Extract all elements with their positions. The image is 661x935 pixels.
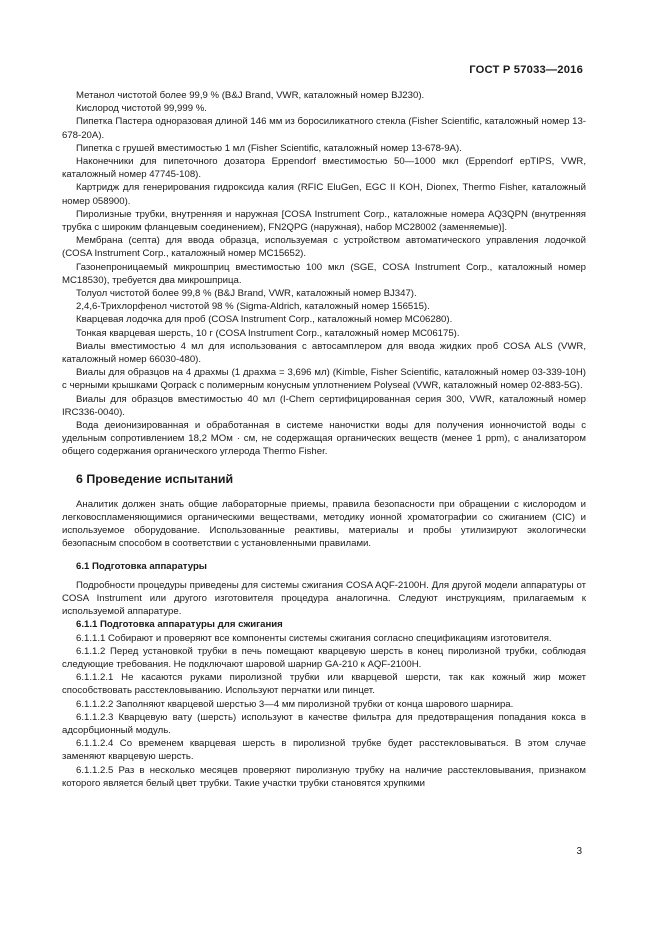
section-6-heading: 6 Проведение испытаний bbox=[76, 471, 234, 486]
clause-item: 6.1.1.2.1 Не касаются руками пиролизной трубки или кварцевой шерсти, так как кожный жир может способствовать расстекловыванию. Используют перчатки или пинцет. bbox=[62, 672, 586, 697]
clause-item: 6.1.1.2.2 Заполняют кварцевой шерстью 3—4 мм пиролизной трубки от конца шарового шарнира. bbox=[76, 698, 514, 710]
page-content bbox=[62, 89, 586, 790]
clause-item: 6.1.1.1 Собирают и проверяют все компоненты системы сжигания согласно спецификациям изготовителя. bbox=[76, 632, 552, 644]
paragraph: Наконечники для пипеточного дозатора Eppendorf вместимостью 50—1000 мкл (Eppendorf epTIPS, VWR, каталожный номер 47745-108). bbox=[62, 156, 586, 181]
subsection-6-1-heading: 6.1 Подготовка аппаратуры bbox=[76, 560, 208, 572]
clause-item: 6.1.1.2.5 Раз в несколько месяцев проверяют пиролизную трубку на наличие расстекловывания, признаком которого является белый цвет трубки. Такие участки трубки становятся хрупкими bbox=[62, 764, 586, 789]
clause-item: 6.1.1.2.3 Кварцевую вату (шерсть) используют в качестве фильтра для предотвращения попадания кокса в адсорбционный модуль. bbox=[62, 711, 586, 736]
clause-item: 6.1.1.2 Перед установкой трубки в печь помещают кварцевую шерсть в конец пиролизной трубки, соблюдая следующие требования. Не подключают шаровой шарнир GA-210 к AQF-2100H. bbox=[62, 645, 586, 670]
paragraph: Метанол чистотой более 99,9 % (B&J Brand, VWR, каталожный номер BJ230). bbox=[76, 90, 425, 101]
paragraph: Тонкая кварцевая шерсть, 10 г (COSA Instrument Corp., каталожный номер MC06175). bbox=[76, 327, 460, 339]
paragraph: Кварцевая лодочка для проб (COSA Instrument Corp., каталожный номер MC06280). bbox=[76, 314, 453, 326]
paragraph: 2,4,6-Трихлорфенол чистотой 98 % (Sigma-Aldrich, каталожный номер 156515). bbox=[76, 301, 430, 313]
paragraph: Кислород чистотой 99,999 %. bbox=[76, 103, 207, 115]
paragraph: Пипетка Пастера одноразовая длиной 146 мм из боросиликатного стекла (Fisher Scientific, каталожный номер 13-678-20А). bbox=[62, 116, 586, 141]
paragraph: Вода деионизированная и обработанная в системе наночистки воды для получения ионночистой воды с удельным сопротивлением 18,2 МОм · см, не содержащая органических веществ (менее 1 ppm), с анализатором общего содержания органического углерода Thermo Fisher. bbox=[62, 420, 586, 458]
subsection-6-1-text: Подробности процедуры приведены для системы сжигания COSA AQF-2100H. Для другой модели аппаратуры от COSA Instrument или другого изготовителя процедура аналогична. Следуют инструкциям, прилагаемым к используемой аппаратуре. bbox=[62, 579, 586, 618]
paragraph: Пипетка с грушей вместимостью 1 мл (Fisher Scientific, каталожный номер 13-678-9А). bbox=[76, 142, 462, 154]
paragraph: Картридж для генерирования гидроксида калия (RFIC EluGen, EGC II KOH, Dionex, Thermo Fisher, каталожный номер 058900). bbox=[62, 182, 586, 207]
paragraph: Газонепроницаемый микрошприц вместимостью 100 мкл (SGE, COSA Instrument Corp., каталожный номер MC18530), требуется два микрошприца. bbox=[62, 261, 586, 286]
paragraph: Толуол чистотой более 99,8 % (B&J Brand, VWR, каталожный номер BJ347). bbox=[76, 288, 417, 300]
paragraph: Виалы для образцов на 4 драхмы (1 драхма = 3,696 мл) (Kimble, Fisher Scientific, каталожный номер 03-339-10Н) с черными крышками Qorpack с полимерным конусным уплотнением Polyseal (VWR, каталожный номер 02-883-5G). bbox=[62, 367, 586, 392]
paragraph: Виалы вместимостью 4 мл для использования с автосамплером для ввода жидких проб COSA ALS (VWR, каталожный номер 66030-480). bbox=[62, 340, 586, 366]
subsection-6-1-1-heading: 6.1.1 Подготовка аппаратуры для сжигания bbox=[76, 619, 283, 631]
paragraph: Виалы для образцов вместимостью 40 мл (I-Chem сертифицированная серия 300, VWR, каталожный номер IRC336-0040). bbox=[62, 393, 586, 418]
paragraph: Пиролизные трубки, внутренняя и наружная [COSA Instrument Corp., каталожные номера AQ3QPN (внутренняя трубка с широким фланцевым соединением), FN2QPG (наружная), набор MC28002 (заменяемые)]. bbox=[62, 208, 586, 234]
clause-item: 6.1.1.2.4 Со временем кварцевая шерсть в пиролизной трубке будет расстекловываться. В этом случае заменяют кварцевую шерсть. bbox=[62, 738, 586, 763]
standard-designation: ГОСТ Р 57033—2016 bbox=[469, 64, 583, 76]
page-number: 3 bbox=[576, 846, 582, 857]
section-6-intro: Аналитик должен знать общие лабораторные приемы, правила безопасности при обращении с кислородом и легковоспламеняющимися органическими веществами, методику ионной хроматографии со сжиганием (CIC) и используемое оборудование. Использованные реактивы, материалы и пробы утилизируют экологически безопасным способом в соответствии с установленными правилами. bbox=[62, 498, 586, 550]
paragraph: Мембрана (септа) для ввода образца, используемая с устройством автоматического управления лодочкой (COSA Instrument Corp., каталожный номер MC15652). bbox=[62, 235, 586, 260]
